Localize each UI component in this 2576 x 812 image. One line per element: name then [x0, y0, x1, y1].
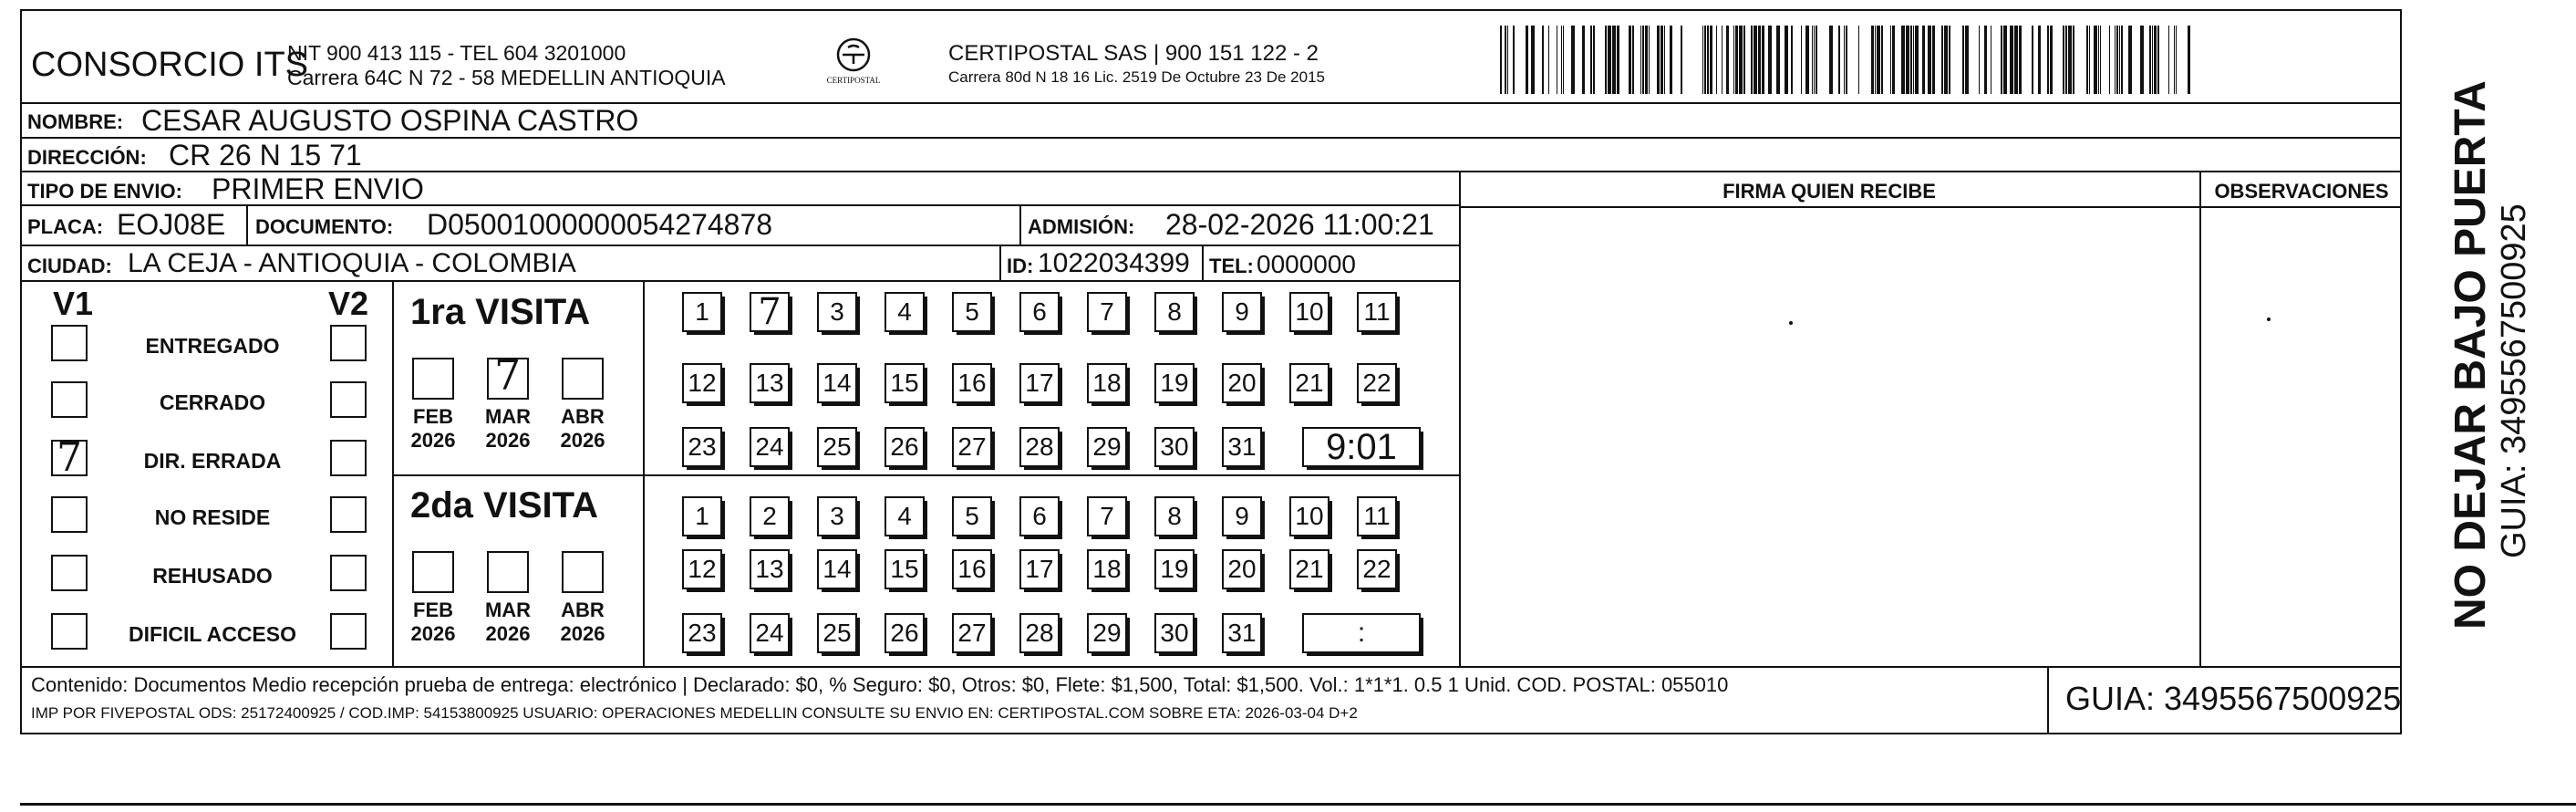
first-day-box[interactable]: 8	[1154, 292, 1195, 332]
footer-content: Contenido: Documentos Medio recepción prueba de entrega: electrónico | Declarado: $0, % Seguro: $0, Otros: $0, Flete: $1,500, Total: $1,500. Vol.: 1*1*1. 0.5 1 Unid. COD. POSTAL: 055010	[31, 673, 1729, 696]
second-time-box[interactable]: :	[1302, 613, 1421, 653]
first-day-box[interactable]: 31	[1222, 427, 1262, 467]
second-day-box[interactable]: 25	[817, 613, 857, 653]
second-day-box[interactable]: 22	[1357, 549, 1397, 589]
tel-label: TEL:	[1209, 255, 1254, 277]
first-day-box[interactable]: 28	[1019, 427, 1060, 467]
first-day-box[interactable]: 9	[1222, 292, 1262, 332]
company-line2: Carrera 64C N 72 - 58 MEDELLIN ANTIOQUIA	[287, 66, 726, 89]
second-month-checkbox[interactable]	[412, 551, 454, 593]
direccion-label: DIRECCIÓN:	[27, 146, 147, 169]
carrier-line1: CERTIPOSTAL SAS | 900 151 122 - 2	[948, 41, 1319, 66]
bottom-rule	[20, 803, 2576, 806]
v1-header: V1	[53, 285, 94, 322]
row-rule-6	[20, 280, 1461, 282]
first-day-box[interactable]: 11	[1357, 292, 1397, 332]
second-day-box[interactable]: 2	[750, 496, 790, 536]
second-day-box[interactable]: 5	[952, 496, 992, 536]
first-day-box[interactable]: 18	[1087, 363, 1127, 403]
second-month-checkbox[interactable]	[562, 551, 604, 593]
second-day-box[interactable]: 4	[885, 496, 925, 536]
footer-guia-divider	[2047, 666, 2049, 734]
first-day-box[interactable]: 10	[1289, 292, 1329, 332]
months-right-rule	[643, 280, 645, 666]
status-label: DIR. ERRADA	[143, 449, 282, 473]
first-month-label: ABR 2026	[560, 405, 605, 452]
direccion-value: CR 26 N 15 71	[169, 139, 362, 172]
v2-checkbox[interactable]	[330, 440, 367, 476]
placa-divider	[246, 204, 248, 245]
placa-label: PLACA:	[27, 215, 104, 238]
first-month-checkbox[interactable]	[487, 350, 529, 400]
v2-checkbox[interactable]	[330, 555, 367, 591]
second-day-box[interactable]: 26	[885, 613, 925, 653]
visit-mid-rule	[392, 474, 1459, 476]
scan-speck	[2267, 318, 2271, 321]
second-day-box[interactable]: 15	[885, 549, 925, 589]
column-header-rule	[1459, 206, 2402, 208]
v1-checkbox[interactable]	[51, 613, 88, 650]
status-label: CERRADO	[159, 390, 266, 414]
second-day-box[interactable]: 29	[1087, 613, 1127, 653]
placa-value: EOJ08E	[117, 208, 226, 241]
first-day-box[interactable]: 21	[1289, 363, 1329, 403]
second-day-box[interactable]: 10	[1289, 496, 1329, 536]
first-time-box[interactable]: 9:01	[1302, 427, 1421, 467]
row-rule-5	[20, 245, 1461, 246]
first-day-box[interactable]: 1	[682, 292, 722, 332]
second-day-box[interactable]: 6	[1019, 496, 1060, 536]
v2-checkbox[interactable]	[330, 325, 367, 361]
second-day-box[interactable]: 11	[1357, 496, 1397, 536]
nombre-value: CESAR AUGUSTO OSPINA CASTRO	[141, 104, 639, 137]
first-day-box[interactable]: 19	[1154, 363, 1195, 403]
second-month-label: MAR 2026	[484, 599, 532, 645]
first-month-checkbox[interactable]	[412, 358, 454, 400]
footer-imp: IMP POR FIVEPOSTAL ODS: 25172400925 / COD.IMP: 54153800925 USUARIO: OPERACIONES MEDELLIN CONSULTE SU ENVIO EN: CERTIPOSTAL.COM SOBRE ETA: 2026-03-04 D+2	[31, 704, 1358, 722]
admision-divider	[1019, 204, 1021, 245]
second-month-label: FEB 2026	[410, 599, 456, 645]
v1-checkbox[interactable]	[51, 325, 88, 361]
first-day-box[interactable]: 15	[885, 363, 925, 403]
second-month-label: ABR 2026	[560, 599, 605, 645]
second-visit-title: 2da VISITA	[410, 485, 598, 526]
logo-text: CERTIPOSTAL	[826, 76, 881, 85]
status-label: REHUSADO	[152, 564, 273, 588]
footer-guia: GUIA: 3495567500925	[2065, 680, 2402, 717]
v1-checkbox[interactable]	[51, 434, 88, 481]
first-day-box[interactable]: 7	[1087, 292, 1127, 332]
second-day-box[interactable]: 17	[1019, 549, 1060, 589]
second-day-box[interactable]: 23	[682, 613, 722, 653]
side-guia-text: GUIA: 3495567500925	[2495, 203, 2533, 558]
v2-checkbox[interactable]	[330, 613, 367, 650]
admision-label: ADMISIÓN:	[1028, 215, 1135, 238]
first-day-box[interactable]: 20	[1222, 363, 1262, 403]
second-day-box[interactable]: 30	[1154, 613, 1195, 653]
first-day-box[interactable]: 3	[817, 292, 857, 332]
ciudad-label: CIUDAD:	[27, 255, 112, 277]
first-day-box[interactable]: 26	[885, 427, 925, 467]
first-day-box[interactable]: 13	[750, 363, 790, 403]
second-day-box[interactable]: 1	[682, 496, 722, 536]
first-day-box[interactable]: 4	[885, 292, 925, 332]
second-day-box[interactable]: 14	[817, 549, 857, 589]
second-month-checkbox[interactable]	[487, 551, 529, 593]
month-handwritten-mark: 7	[494, 350, 522, 400]
second-day-box[interactable]: 20	[1222, 549, 1262, 589]
first-day-box[interactable]: 17	[1019, 363, 1060, 403]
firma-left-rule	[1459, 171, 1461, 666]
v1-checkbox[interactable]	[51, 496, 88, 533]
first-day-box[interactable]: 30	[1154, 427, 1195, 467]
id-divider	[999, 245, 1001, 280]
footer-rule	[20, 666, 2402, 668]
v1-checkbox[interactable]	[51, 555, 88, 591]
first-month-label: FEB 2026	[410, 405, 456, 452]
second-day-box[interactable]: 8	[1154, 496, 1195, 536]
observaciones-header: OBSERVACIONES	[2214, 180, 2389, 203]
second-day-box[interactable]: 19	[1154, 549, 1195, 589]
documento-label: DOCUMENTO:	[255, 215, 394, 238]
nombre-label: NOMBRE:	[27, 110, 124, 133]
status-label: DIFICIL ACCESO	[128, 622, 296, 646]
second-day-box[interactable]: 24	[750, 613, 790, 653]
first-month-checkbox[interactable]	[562, 358, 604, 400]
tipo-label: TIPO DE ENVIO:	[27, 180, 182, 203]
first-visit-title: 1ra VISITA	[410, 292, 591, 332]
v2-header: V2	[328, 285, 369, 322]
tel-value: 0000000	[1257, 250, 1357, 278]
v1-checkbox[interactable]	[51, 381, 88, 418]
second-day-box[interactable]: 12	[682, 549, 722, 589]
scan-speck	[1789, 321, 1793, 325]
status-label: ENTREGADO	[145, 334, 280, 358]
second-day-box[interactable]: 27	[952, 613, 992, 653]
first-day-box[interactable]: 29	[1087, 427, 1127, 467]
no-dejar-text: NO DEJAR BAJO PUERTA	[2447, 80, 2495, 630]
second-day-box[interactable]: 7	[1087, 496, 1127, 536]
id-value: 1022034399	[1038, 248, 1190, 278]
tipo-value: PRIMER ENVIO	[212, 172, 424, 205]
first-month-label: MAR 2026	[484, 405, 532, 452]
day-handwritten-mark: 7	[758, 291, 781, 333]
second-day-box[interactable]: 16	[952, 549, 992, 589]
second-day-box[interactable]: 18	[1087, 549, 1127, 589]
tel-divider	[1202, 245, 1204, 280]
status-label: NO RESIDE	[154, 505, 271, 529]
admision-value: 28-02-2026 11:00:21	[1165, 208, 1434, 241]
company-name: CONSORCIO ITS	[31, 46, 309, 84]
first-day-box[interactable]: 12	[682, 363, 722, 403]
first-day-box[interactable]: 6	[1019, 292, 1060, 332]
carrier-line2: Carrera 80d N 18 16 Lic. 2519 De Octubre 23 De 2015	[948, 68, 1325, 86]
documento-value: D05001000000054274878	[427, 208, 773, 241]
v2-checkbox[interactable]	[330, 381, 367, 418]
first-day-box[interactable]: 27	[952, 427, 992, 467]
company-line1: NIT 900 413 115 - TEL 604 3201000	[287, 41, 626, 65]
second-day-box[interactable]: 13	[750, 549, 790, 589]
v1-handwritten-mark: 7	[57, 434, 82, 481]
first-day-box[interactable]: 14	[817, 363, 857, 403]
v2-checkbox[interactable]	[330, 496, 367, 533]
first-day-box[interactable]	[750, 292, 790, 332]
second-day-box[interactable]: 9	[1222, 496, 1262, 536]
firma-header: FIRMA QUIEN RECIBE	[1723, 180, 1936, 203]
id-label: ID:	[1007, 255, 1034, 277]
second-day-box[interactable]: 28	[1019, 613, 1060, 653]
first-day-box[interactable]: 22	[1357, 363, 1397, 403]
obs-left-rule	[2199, 171, 2201, 666]
certipostal-logo	[826, 35, 881, 99]
second-day-box[interactable]: 21	[1289, 549, 1329, 589]
ciudad-value: LA CEJA - ANTIOQUIA - COLOMBIA	[128, 248, 576, 278]
status-right-rule	[392, 280, 394, 666]
first-day-box[interactable]: 5	[952, 292, 992, 332]
barcode	[1500, 26, 2193, 94]
second-day-box[interactable]: 3	[817, 496, 857, 536]
second-day-box[interactable]: 31	[1222, 613, 1262, 653]
first-day-box[interactable]: 16	[952, 363, 992, 403]
first-day-box[interactable]: 23	[682, 427, 722, 467]
first-day-box[interactable]: 25	[817, 427, 857, 467]
first-day-box[interactable]: 24	[750, 427, 790, 467]
